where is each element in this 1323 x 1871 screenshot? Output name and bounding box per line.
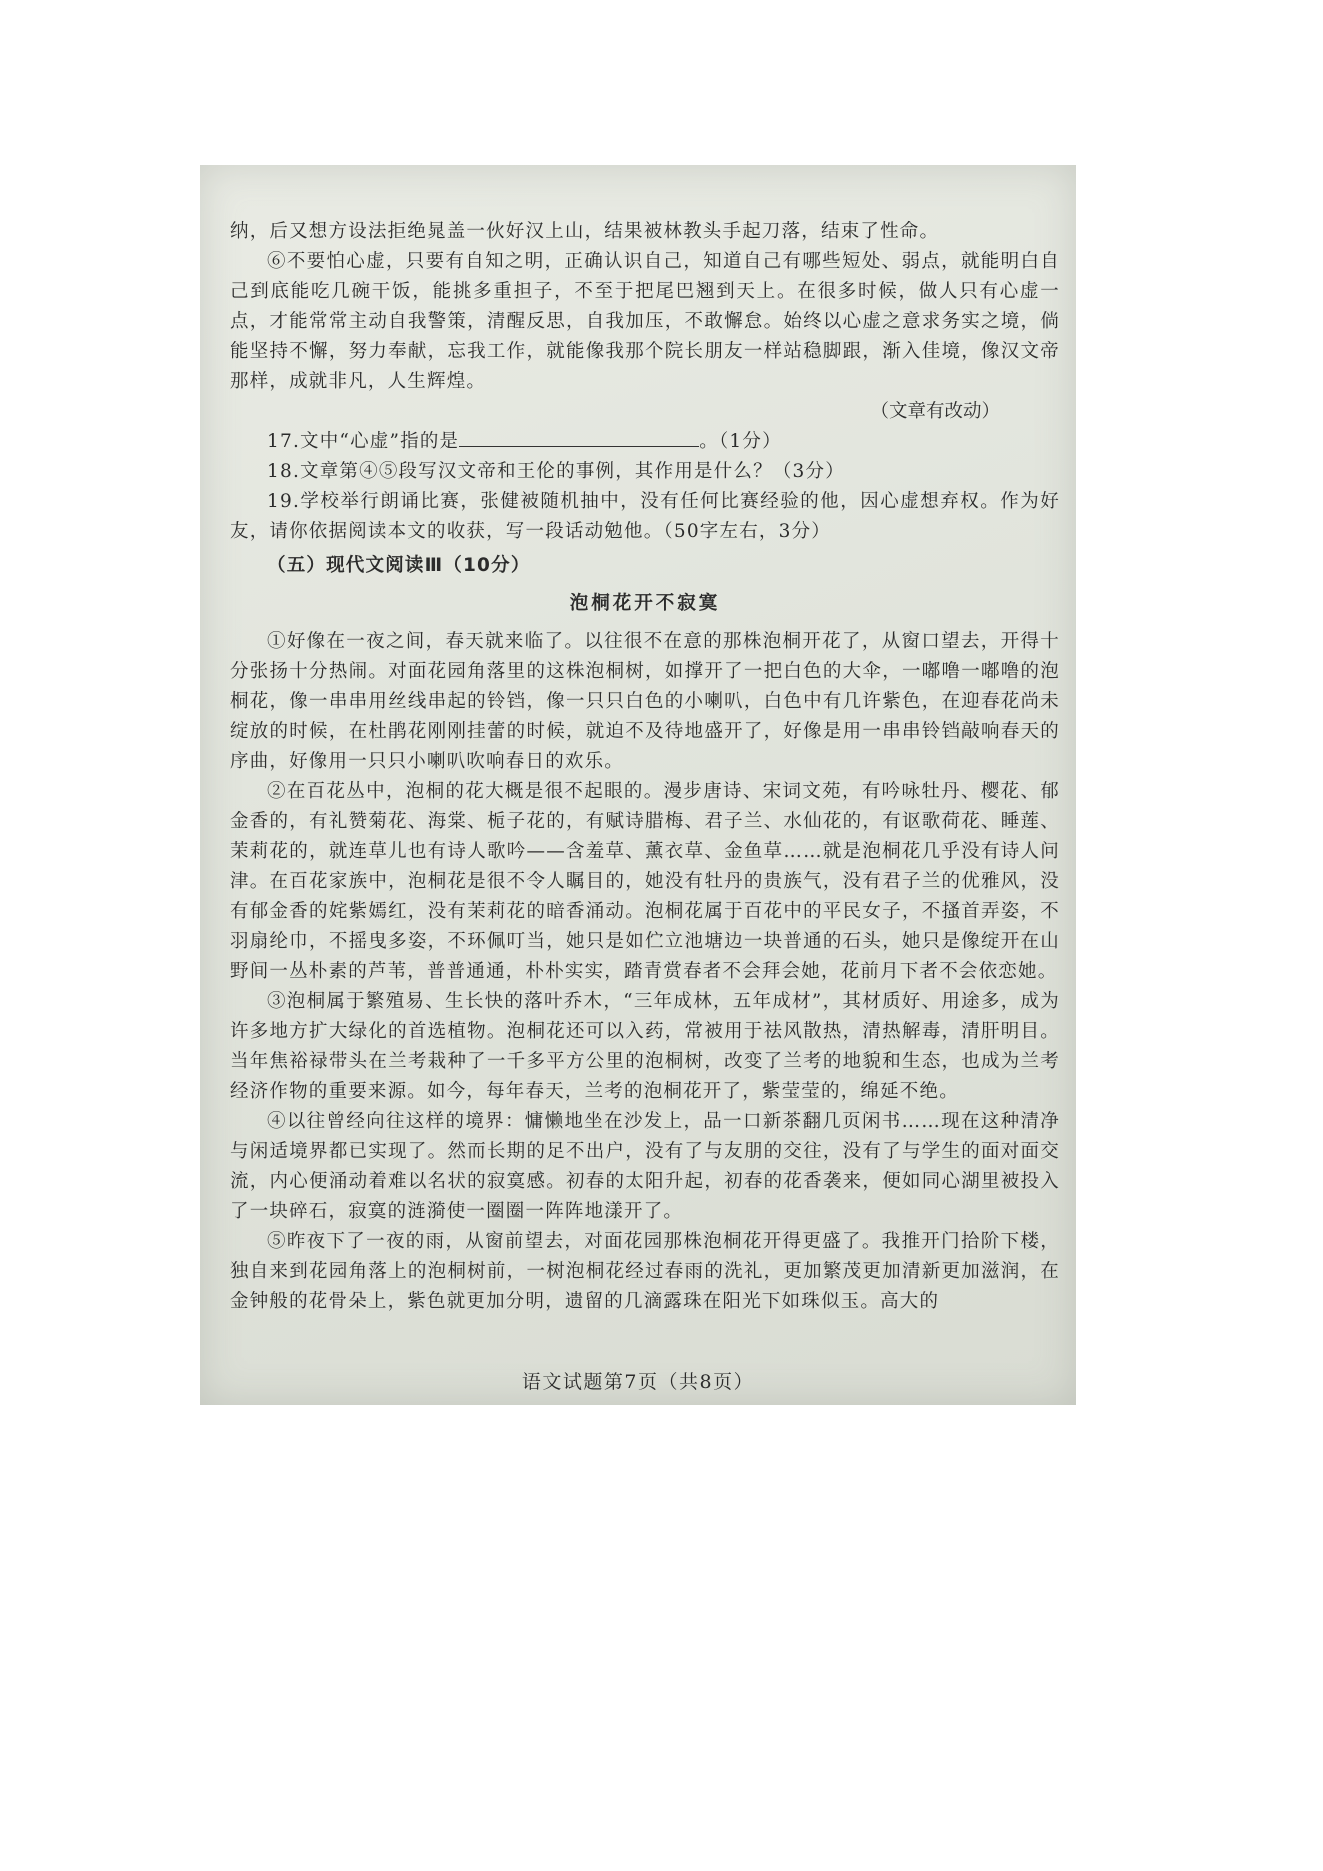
page-content bbox=[230, 217, 1060, 1317]
question-17-suffix: 。（1分） bbox=[699, 431, 782, 452]
article-paragraph-1: ①好像在一夜之间，春天就来临了。以往很不在意的那株泡桐开花了，从窗口望去，开得十分张扬十分热闹。对面花园角落里的这株泡桐树，如撑开了一把白色的大伞，一嘟噜一嘟噜的泡桐花，像一串串用丝线串起的铃铛，像一只只白色的小喇叭，白色中有几许紫色，在迎春花尚未绽放的时候，在杜鹃花刚刚挂蕾的时候，就迫不及待地盛开了，好像是用一串串铃铛敲响春天的序曲，好像用一只只小喇叭吹响春日的欢乐。 bbox=[230, 631, 1060, 772]
revision-note: （文章有改动） bbox=[870, 401, 1000, 422]
question-19: 19.学校举行朗诵比赛，张健被随机抽中，没有任何比赛经验的他，因心虚想弃权。作为好友，请你依据阅读本文的收获，写一段话动勉他。（50字左右，3分） bbox=[230, 491, 1060, 542]
intro-line: 纳，后又想方设法拒绝晁盖一伙好汉上山，结果被林教头手起刀落，结束了性命。 bbox=[230, 221, 940, 242]
scanned-page-photo bbox=[200, 165, 1076, 1405]
article-paragraph-3: ③泡桐属于繁殖易、生长快的落叶乔木，“三年成林，五年成材”，其材质好、用途多，成为许多地方扩大绿化的首选植物。泡桐花还可以入药，常被用于祛风散热，清热解毒，清肝明目。当年焦裕禄带头在兰考栽种了一千多平方公里的泡桐树，改变了兰考的地貌和生态，也成为兰考经济作物的重要来源。如今，每年春天，兰考的泡桐花开了，紫莹莹的，绵延不绝。 bbox=[230, 991, 1060, 1102]
question-17-prefix: 17.文中“心虚”指的是 bbox=[267, 431, 460, 452]
article-paragraph-5: ⑤昨夜下了一夜的雨，从窗前望去，对面花园那株泡桐花开得更盛了。我推开门拾阶下楼，独自来到花园角落上的泡桐树前，一树泡桐花经过春雨的洗礼，更加繁茂更加清新更加滋润，在金钟般的花骨朵上，紫色就更加分明，遗留的几滴露珠在阳光下如珠似玉。高大的 bbox=[230, 1231, 1060, 1312]
question-17 bbox=[230, 427, 1060, 457]
section-heading: （五）现代文阅读Ⅲ（10分） bbox=[267, 555, 531, 576]
article-paragraph-2: ②在百花丛中，泡桐的花大概是很不起眼的。漫步唐诗、宋词文苑，有吟咏牡丹、樱花、郁金香的，有礼赞菊花、海棠、栀子花的，有赋诗腊梅、君子兰、水仙花的，有讴歌荷花、睡莲、茉莉花的，就连草儿也有诗人歌吟——含羞草、薰衣草、金鱼草……就是泡桐花几乎没有诗人问津。在百花家族中，泡桐花是很不令人瞩目的，她没有牡丹的贵族气，没有君子兰的优雅风，没有郁金香的姹紫嫣红，没有茉莉花的暗香涌动。泡桐花属于百花中的平民女子，不搔首弄姿，不羽扇纶巾，不摇曳多姿，不环佩叮当，她只是如伫立池塘边一块普通的石头，她只是像绽开在山野间一丛朴素的芦苇，普普通通，朴朴实实，踏青赏春者不会拜会她，花前月下者不会依恋她。 bbox=[230, 781, 1060, 982]
article-paragraph-4: ④以往曾经向往这样的境界：慵懒地坐在沙发上，品一口新茶翻几页闲书……现在这种清净与闲适境界都已实现了。然而长期的足不出户，没有了与友朋的交往，没有了与学生的面对面交流，内心便涌动着难以名状的寂寞感。初春的太阳升起，初春的花香袭来，便如同心湖里被投入了一块碎石，寂寞的涟漪使一圈圈一阵阵地漾开了。 bbox=[230, 1111, 1060, 1222]
answer-blank bbox=[459, 428, 699, 447]
article-title: 泡桐花开不寂寞 bbox=[569, 593, 721, 614]
page-footer: 语文试题第7页（共8页） bbox=[521, 1371, 755, 1393]
question-18: 18.文章第④⑤段写汉文帝和王伦的事例，其作用是什么？（3分） bbox=[267, 461, 845, 482]
paragraph-6: ⑥不要怕心虚，只要有自知之明，正确认识自己，知道自己有哪些短处、弱点，就能明白自己到底能吃几碗干饭，能挑多重担子，不至于把尾巴翘到天上。在很多时候，做人只有心虚一点，才能常常主动自我警策，清醒反思，自我加压，不敢懈怠。始终以心虚之意求务实之境，倘能坚持不懈，努力奉献，忘我工作，就能像我那个院长朋友一样站稳脚跟，渐入佳境，像汉文帝那样，成就非凡，人生辉煌。 bbox=[230, 251, 1060, 392]
